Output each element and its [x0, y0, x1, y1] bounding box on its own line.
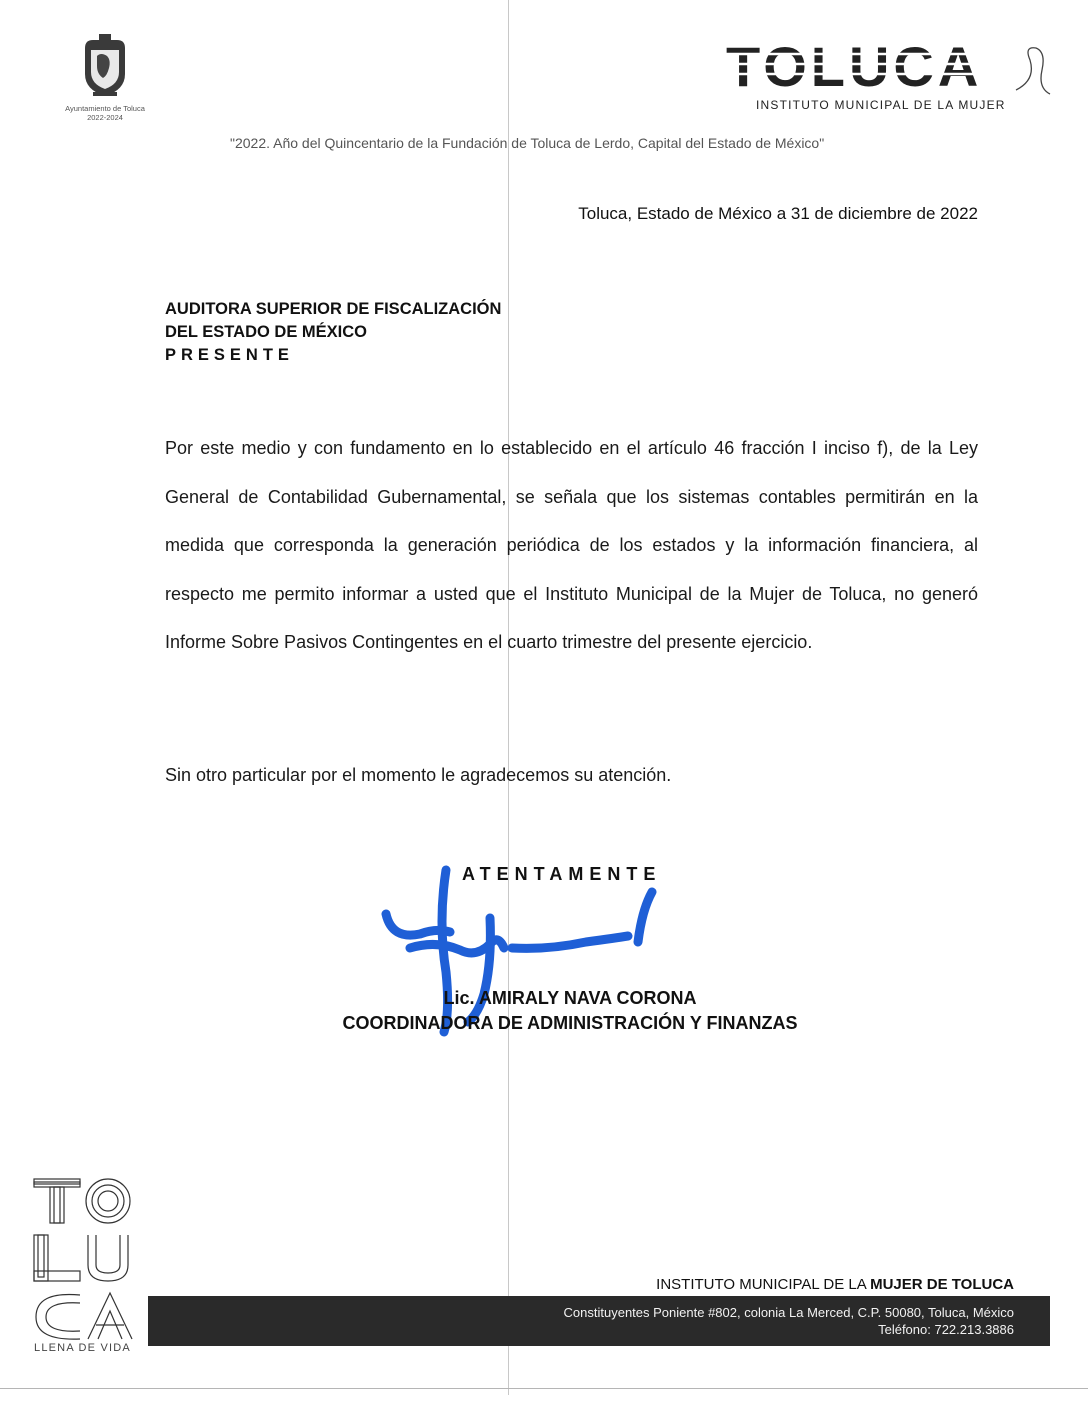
brand-wordmark: [724, 40, 1054, 98]
brand-subtitle: INSTITUTO MUNICIPAL DE LA MUJER: [756, 98, 1006, 112]
municipal-crest: [50, 34, 160, 122]
crest-caption-line2: 2022-2024: [87, 113, 123, 122]
footer-institution: [656, 1276, 1014, 1293]
footer-slogan: LLENA DE VIDA: [34, 1342, 131, 1354]
recipient-line-1: AUDITORA SUPERIOR DE FISCALIZACIÓN: [165, 300, 502, 318]
toluca-brand-logo: [724, 40, 1054, 130]
footer-toluca-logo: [30, 1175, 140, 1360]
signer-title: COORDINADORA DE ADMINISTRACIÓN Y FINANZAS: [342, 1013, 798, 1033]
footer-institution-regular: INSTITUTO MUNICIPAL DE LA: [656, 1276, 871, 1293]
sign-off: ATENTAMENTE: [462, 864, 662, 884]
scan-fold-line: [508, 0, 509, 1395]
page-bottom-rule: [0, 1388, 1088, 1389]
letter-date: Toluca, Estado de México a 31 de diciembre de 2022: [578, 204, 978, 223]
signer-block: [300, 986, 840, 1036]
brand-name: TOLUCA: [726, 40, 983, 98]
crest-icon: [77, 34, 133, 98]
footer-address: Constituyentes Poniente #802, colonia La Merced, C.P. 50080, Toluca, México: [563, 1305, 1014, 1320]
signer-name: Lic. AMIRALY NAVA CORONA: [443, 988, 697, 1008]
footer-institution-bold: MUJER DE TOLUCA: [870, 1276, 1014, 1293]
letter-closing: Sin otro particular por el momento le agradecemos su atención.: [165, 765, 672, 785]
year-motto: "2022. Año del Quincentario de la Fundación de Toluca de Lerdo, Capital del Estado de México": [230, 135, 825, 151]
footer-phone: Teléfono: 722.213.3886: [878, 1322, 1014, 1337]
recipient-line-3: PRESENTE: [165, 346, 294, 364]
footer-contact-info: [564, 1304, 1014, 1338]
recipient-line-2: DEL ESTADO DE MÉXICO: [165, 323, 367, 341]
crest-caption-line1: Ayuntamiento de Toluca: [65, 104, 145, 113]
recipient-block: [165, 298, 501, 367]
letter-body: Por este medio y con fundamento en lo establecido en el artículo 46 fracción I inciso f), de la Ley General de Contabilidad Gubernamental, se señala que los sistemas contables permitirán en la medida que corresponda la generación periódica de los estados y la información financiera, al respecto me permito informar a usted que el Instituto Municipal de la Mujer de Toluca, no generó Informe Sobre Pasivos Contingentes en el cuarto trimestre del presente ejercicio.: [165, 438, 978, 652]
